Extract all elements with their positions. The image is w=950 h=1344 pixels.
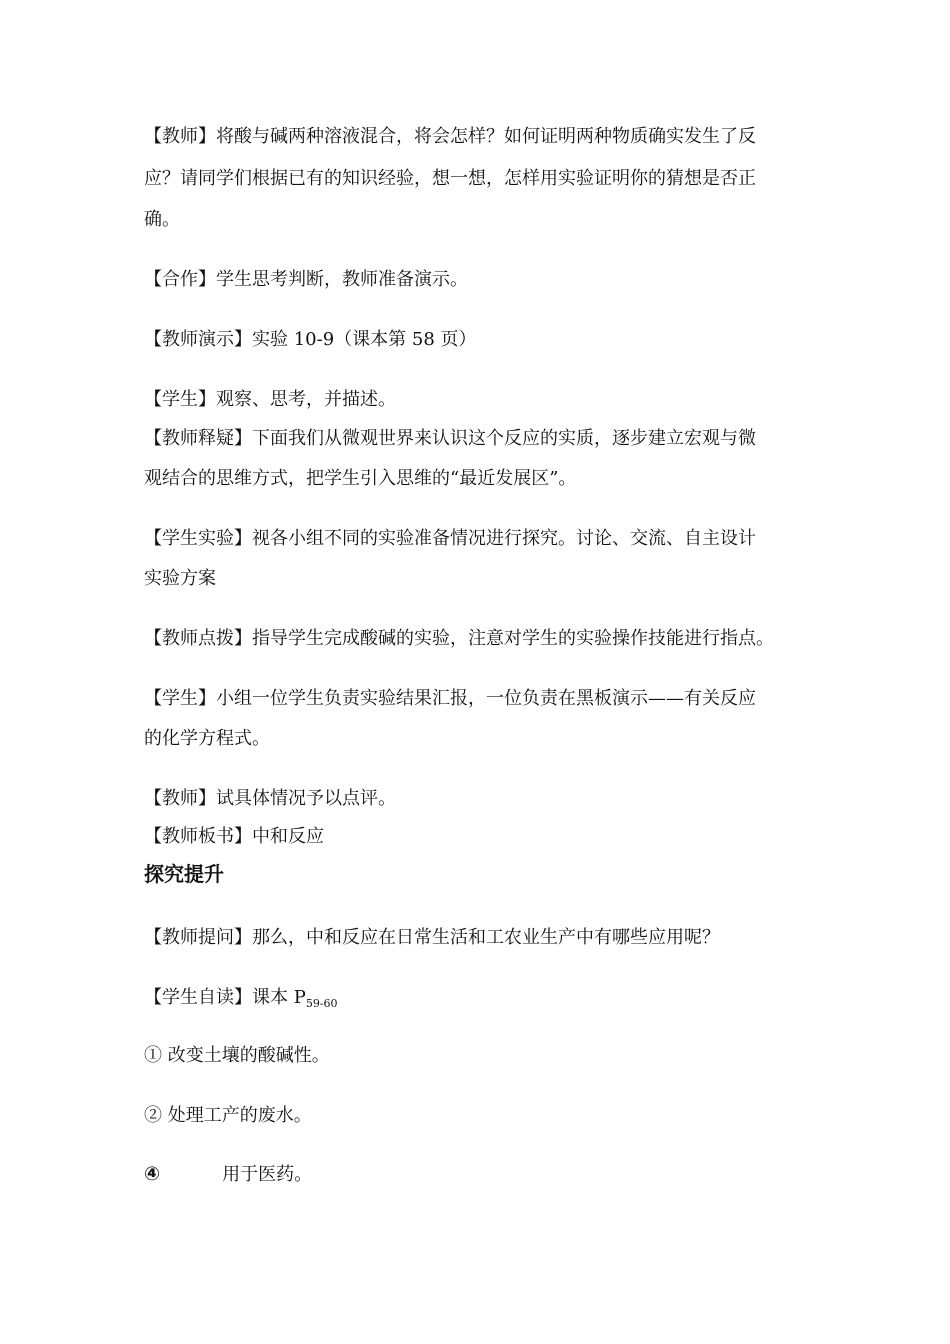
paragraph-teacher-question-line3: 确。 — [144, 209, 180, 230]
list-item-medicine — [144, 1162, 312, 1187]
list-item-medicine-number: ④ — [144, 1163, 161, 1185]
self-read-page-range: 59-60 — [305, 997, 338, 1010]
paragraph-student-observe: 【学生】观察、思考，并描述。 — [144, 389, 396, 410]
paragraph-student-report-line2: 的化学方程式。 — [144, 728, 270, 749]
list-item-wastewater: ② 处理工产的废水。 — [144, 1105, 312, 1126]
paragraph-teacher-blackboard: 【教师板书】中和反应 — [144, 826, 324, 847]
paragraph-teacher-ask: 【教师提问】那么，中和反应在日常生活和工农业生产中有哪些应用呢？ — [144, 927, 720, 948]
list-item-soil: ① 改变土壤的酸碱性。 — [144, 1045, 330, 1066]
paragraph-teacher-guidance: 【教师点拨】指导学生完成酸碱的实验，注意对学生的实验操作技能进行指点。 — [144, 628, 774, 649]
paragraph-student-self-read — [144, 986, 338, 1016]
paragraph-teacher-question-line1: 【教师】将酸与碱两种溶液混合，将会怎样？如何证明两种物质确实发生了反 — [144, 126, 756, 147]
paragraph-student-report-line1: 【学生】小组一位学生负责实验结果汇报，一位负责在黑板演示——有关反应 — [144, 688, 756, 709]
paragraph-student-experiment-line2: 实验方案 — [144, 568, 216, 589]
paragraph-student-experiment-line1: 【学生实验】视各小组不同的实验准备情况进行探究。讨论、交流、自主设计 — [144, 528, 756, 549]
paragraph-teacher-comment: 【教师】试具体情况予以点评。 — [144, 788, 396, 809]
self-read-main: 【学生自读】课本 P — [144, 987, 306, 1008]
section-heading: 探究提升 — [144, 862, 224, 886]
list-item-medicine-text: 用于医药。 — [222, 1164, 313, 1185]
paragraph-cooperation: 【合作】学生思考判断，教师准备演示。 — [144, 269, 468, 290]
paragraph-teacher-explain-line2: 观结合的思维方式，把学生引入思维的“最近发展区”。 — [144, 468, 577, 489]
paragraph-teacher-question-line2: 应？请同学们根据已有的知识经验，想一想，怎样用实验证明你的猜想是否正 — [144, 168, 756, 189]
paragraph-teacher-demo: 【教师演示】实验 10-9（课本第 58 页） — [144, 329, 477, 350]
paragraph-teacher-explain-line1: 【教师释疑】下面我们从微观世界来认识这个反应的实质，逐步建立宏观与微 — [144, 428, 756, 449]
